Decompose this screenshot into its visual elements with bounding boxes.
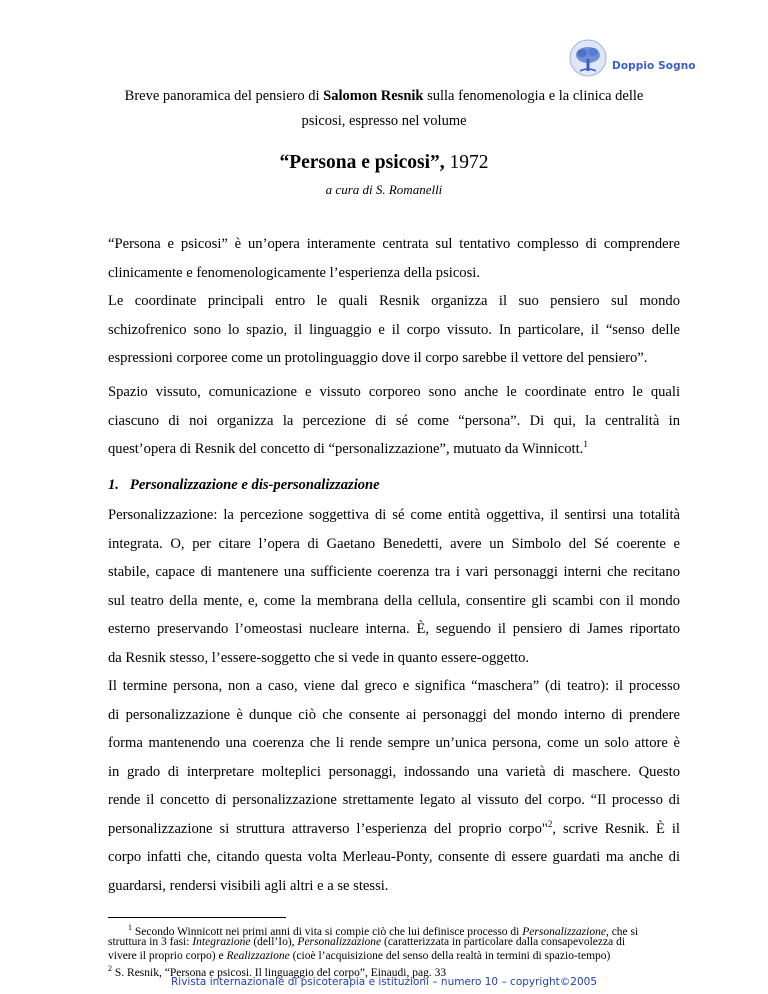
paragraph-2: Spazio vissuto, comunicazione e vissuto corporeo sono anche le coordinate entro le quali ciascuno di noi organizza la percezione di sé come “persona”. Di qui, la centralità in quest’opera di Resnik del concetto di “personalizzazione”, mutuato da Winnicott.$^1$	[108, 384, 680, 457]
footnote-separator	[108, 917, 286, 918]
page-title: “Persona e psicosi”, 1972	[279, 152, 489, 173]
intro-line-2: psicosi, espresso nel volume	[301, 113, 467, 129]
byline: a cura di S. Romanelli	[325, 182, 443, 197]
footnote-2: $^2$ S. Resnik, “Persona e psicosi. Il linguaggio del corpo”, Einaudi, pag. 33	[108, 964, 447, 979]
author-name: Salomon Resnik	[323, 88, 424, 104]
tree-logo-icon	[560, 38, 678, 80]
paragraph-1: “Persona e psicosi” è un’opera interamente centrata sul tentativo complesso di comprendere clinicamente e fenomenologicamente l’esperienza della psicosi. Le coordinate principali entro le quali Resnik organizza il suo pensiero sul mondo schizofrenico sono lo spazio, il linguaggio e il corpo vissuto. In particolare, il “senso delle espressioni corporee come un protolinguaggio dove il corpo sarebbe il vettore del pensiero”.	[108, 236, 680, 366]
page-footer: Rivista internazionale di psicoterapia e istituzioni – numero 10 – copyright©2005	[170, 976, 598, 988]
intro-line-1: Breve panoramica del pensiero di Salomon Resnik sulla fenomenologia e la clinica delle	[124, 88, 644, 104]
logo-text: Doppio Sogno	[612, 60, 696, 72]
footnote-1-cont-1: struttura in 3 fasi: Integrazione (dell’Io), Personalizzazione (caratterizzata in particolare dalla consapevolezza di	[108, 936, 626, 948]
paragraph-3: Personalizzazione: la percezione soggettiva di sé come entità oggettiva, il sentirsi una totalità integrata. O, per citare l’opera di Gaetano Benedetti, avere un Simbolo del Sé coerente e stabile, capace di mantenere una sufficiente coerenza tra i vari personaggi interni che recitano sul teatro della mente, e, come la membrana della cellula, consentire gli scambi con il mondo esterno preservando l’omeostasi nucleare interna. È, seguendo il pensiero di James riportato da Resnik stesso, l’essere-soggetto che si vede in quanto essere-oggetto.	[108, 507, 680, 666]
footnote-1: $^1$ Secondo Winnicott nei primi anni di vita si compie ciò che lui definisce processo di Personalizzazione, che si	[128, 923, 639, 938]
footnote-ref-2[interactable]: 2	[547, 818, 553, 829]
footnote-1-cont-2: vivere il proprio corpo) e Realizzazione (cioè l’acquisizione del senso della realtà in termini di spazio-tempo)	[108, 950, 611, 962]
section-heading: 1. Personalizzazione e dis-personalizzazione	[108, 477, 380, 493]
footnote-ref-1[interactable]: 1	[583, 439, 588, 450]
paragraph-4: Il termine persona, non a caso, viene dal greco e significa “maschera” (di teatro): il processo di personalizzazione è dunque ciò che consente ai personaggi del mondo interno di prendere forma mantenendo una coerenza che li rende sempre un’unica persona, come un solo attore è in grado di interpretare molteplici personaggi, indossando una varietà di maschere. Questo rende il concetto di personalizzazione strettamente legato al vissuto del corpo. “Il processo di personalizzazione si struttura attraverso l’esperienza del proprio corpo"$^2$, scrive Resnik. È il corpo infatti che, citando questa volta Merleau-Ponty, consente di essere guardati ma anche di guardarsi, rendersi visibili agli altri e a se stessi.	[108, 678, 680, 894]
